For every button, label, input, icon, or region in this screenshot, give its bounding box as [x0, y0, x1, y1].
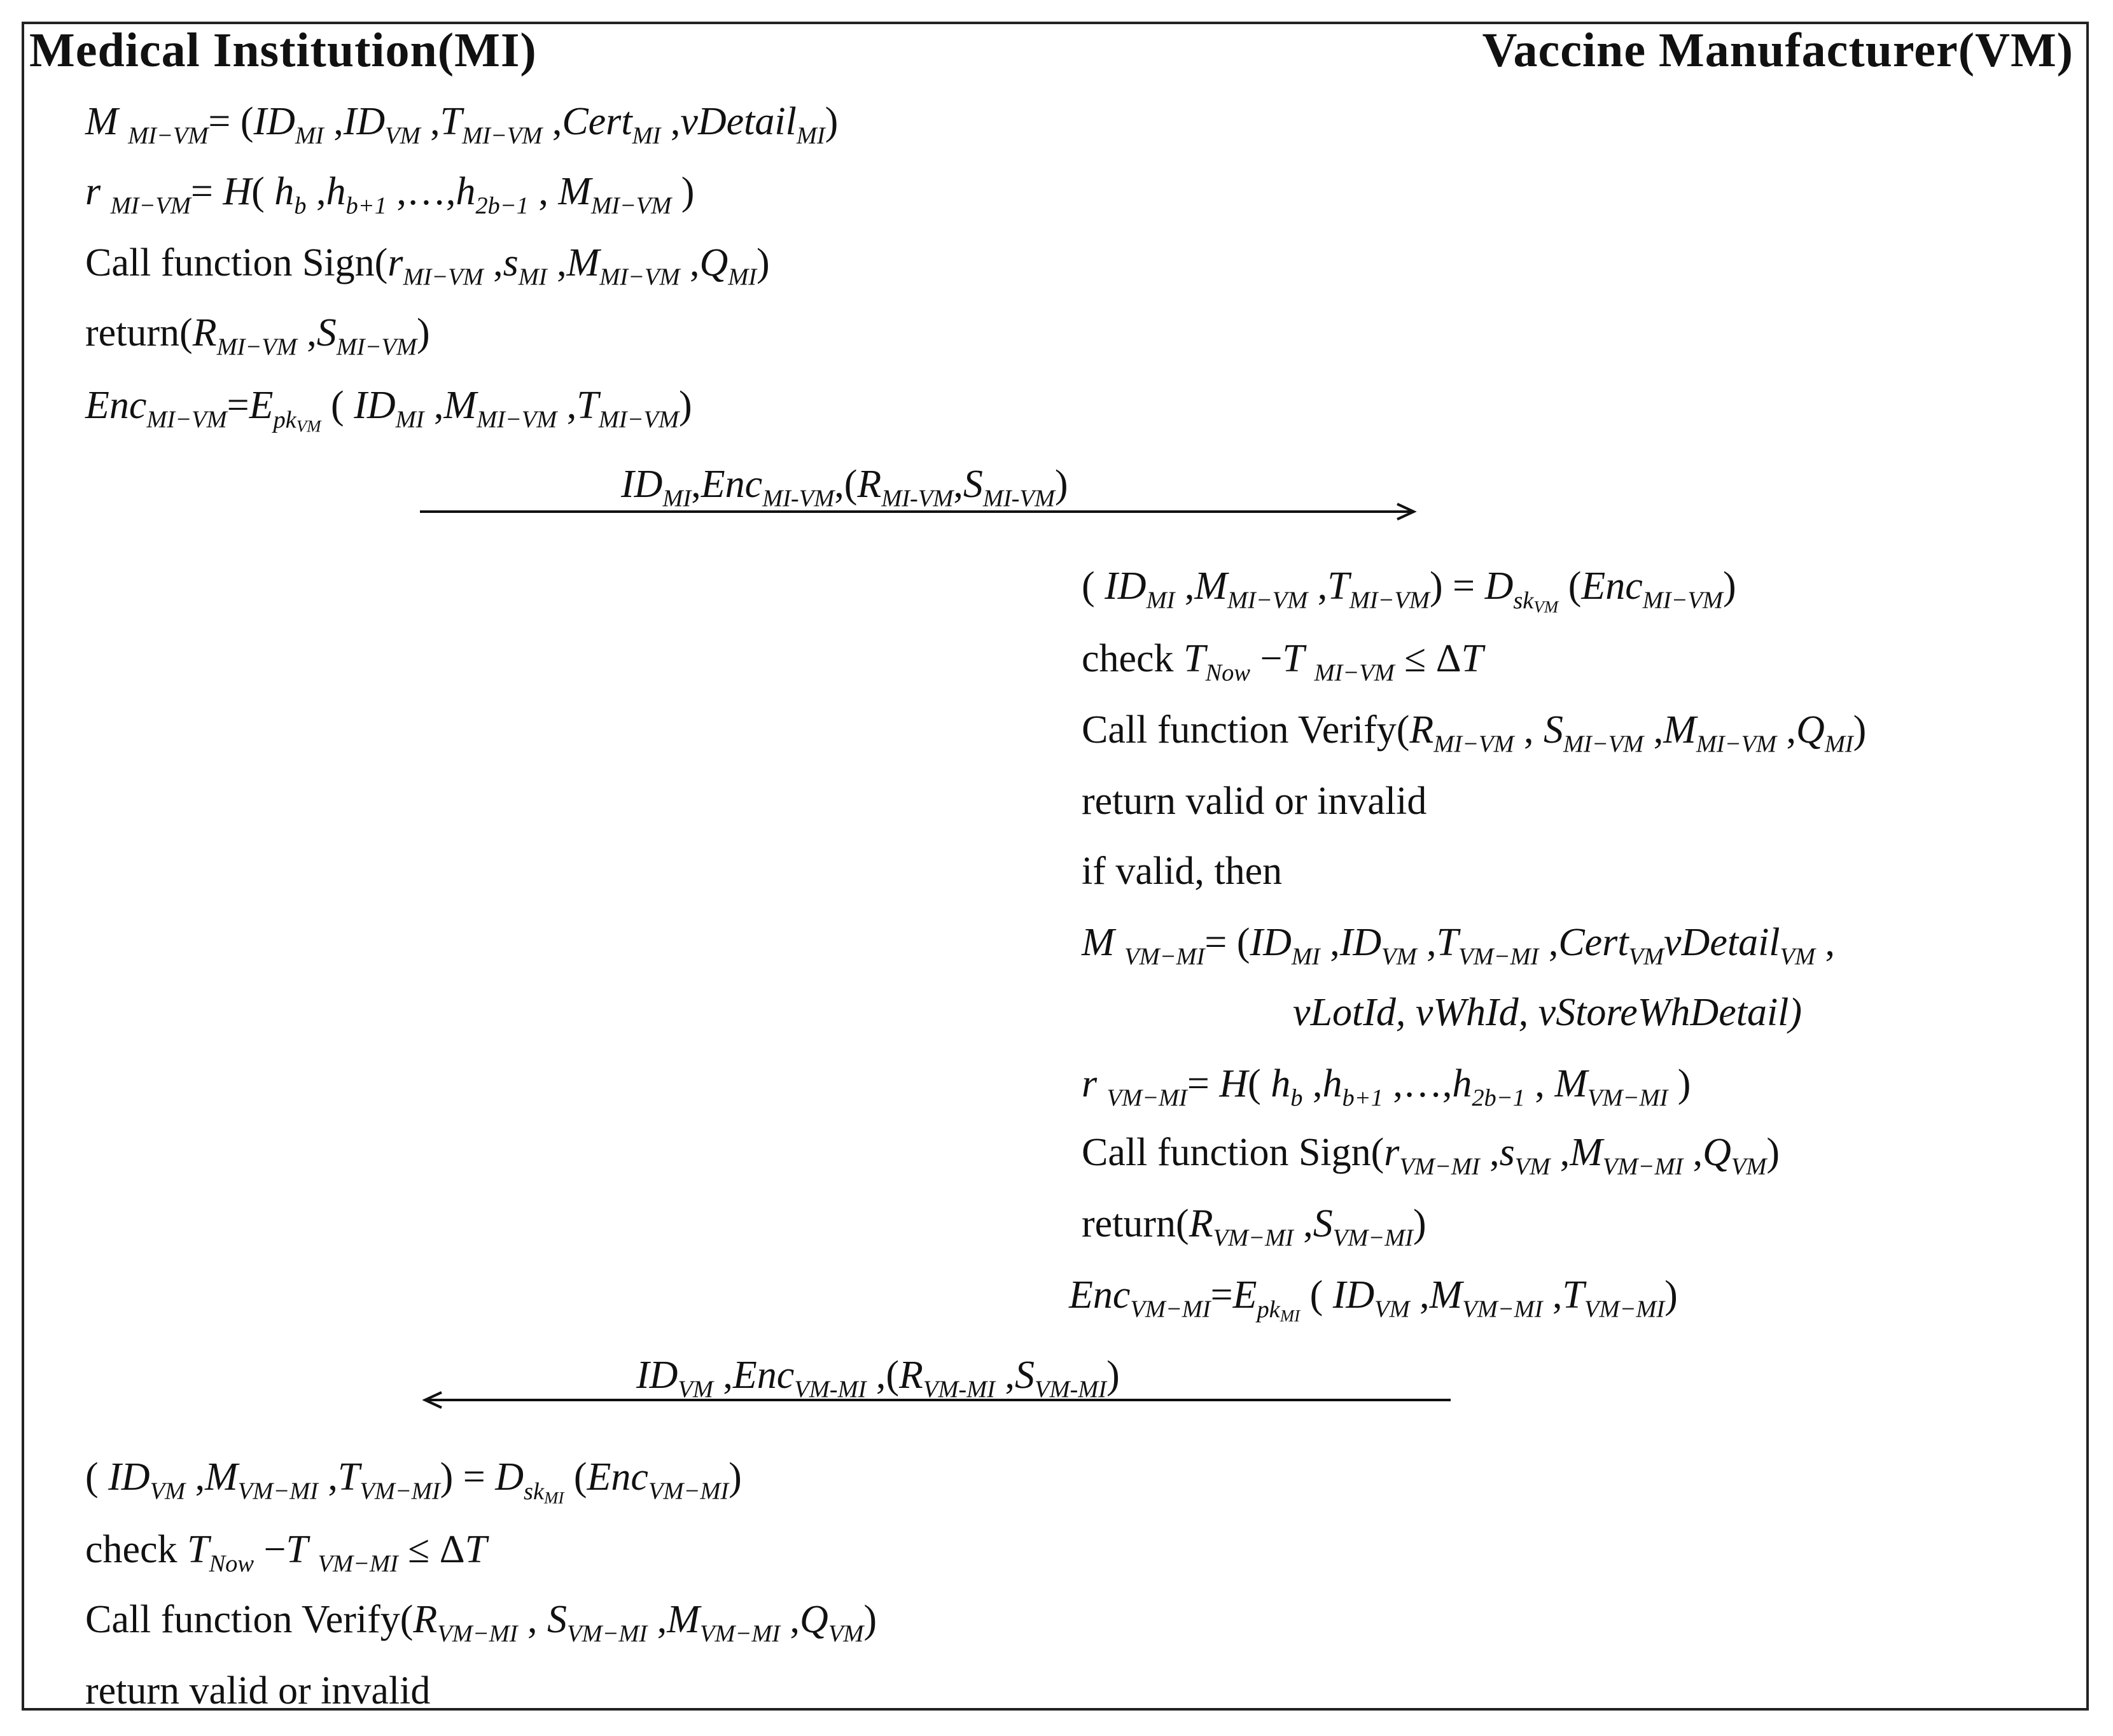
mi-return-label: return(: [85, 311, 193, 354]
msg2-id-sub: VM: [678, 1376, 713, 1403]
msg1-id: ID: [621, 463, 663, 506]
mi-step-return: $return(R_{MI-VM}$ $,S_{MI-VM}$): [85, 311, 430, 361]
vm-step-return-valid: return valid or invalid: [1082, 780, 1427, 823]
mi-step-verify: Call function $Verify(R_{VM-MI}$ , $S_{VM-MI}$ $,M_{VM-MI}$ $,Q_{VM}$): [85, 1598, 877, 1648]
vm-step-return: $return(R_{VM-MI}$ $,S_{VM-MI}$): [1082, 1202, 1426, 1252]
msg2-enc: Enc: [732, 1354, 795, 1397]
vm-sign-label: Call function Sign(: [1082, 1131, 1384, 1174]
message-2-label: $ID_{VM}$ ,Enc$_{VM-MI}$ $,(R_{VM-MI}$ $,S_{VM-MI}$): [636, 1354, 1120, 1403]
vm-step-verify: Call function $Verify(R_{MI-VM}$ , $S_{MI-VM}$ $,M_{MI-VM}$ $,Q_{MI}$): [1082, 708, 1867, 758]
vm-step-sign: Call function $Sign(r_{VM-MI}$ $,s_{VM}$ $,M_{VM-MI}$ $,Q_{VM}$): [1082, 1131, 1780, 1180]
msg1-id-sub: MI: [662, 485, 692, 512]
vm-step-hash: r $_{VM-MI}$= H( $h_b$ $,h_{b+1}$ $,\dots,h_{2b-1}$ , $M_{VM-MI}$ ): [1082, 1062, 1691, 1112]
mi-step-return-valid: return valid or invalid: [85, 1669, 431, 1712]
mi-verify-label: Call function Verify(: [85, 1598, 414, 1641]
msg1-r-sub: MI-VM: [881, 485, 954, 512]
message-1-label: $ID_{MI},Enc_{MI-VM},(R_{MI-VM},S_{MI-VM})$: [621, 463, 1068, 512]
mi-check-label: check: [85, 1528, 188, 1571]
vm-check-label: check: [1082, 637, 1184, 680]
vm-step-message-def: M $_{VM-MI}= (ID_{MI}$ $,ID_{VM}$ $,T_{VM-MI}$ ,Cert$_{VM}$vDetail$_{VM}$ ,: [1082, 921, 1836, 970]
msg1-s-sub: MI-VM: [982, 485, 1055, 512]
msg1-enc-sub: MI-VM: [762, 485, 835, 512]
msg2-s-sub: VM-MI: [1034, 1376, 1107, 1403]
msg2-r: R: [899, 1354, 923, 1397]
mi-step-sign: Call function $Sign(r_{MI-VM}$ $,s_{MI}$ $,M_{MI-VM}$ $,Q_{MI}$): [85, 241, 770, 291]
vm-return-label: return(: [1082, 1202, 1189, 1245]
vm-step-message-def-cont: vLotId, vWhId, vStoreWhDetail): [1293, 991, 1803, 1034]
vm-step-check-time: check $T_{Now} -T$ $_{MI-VM}$ ≤ ΔT: [1082, 637, 1484, 687]
msg1-s: S: [963, 463, 983, 506]
header-medical-institution: Medical Institution(MI): [29, 24, 537, 77]
mi-step-hash: r $_{MI-VM}$= H( $h_b$ $,h_{b+1}$ $,\dots,h_{2b-1}$ , $M_{MI-VM}$ ): [85, 170, 695, 220]
msg2-enc-sub: VM-MI: [794, 1376, 867, 1403]
vm-step-encrypt: $Enc_{VM-MI}=E_{pk_{MI}}$ ( $ID_{VM}$ $,M_{VM-MI}$ $,T_{VM-MI}$): [1069, 1273, 1678, 1326]
mi-step-check-time: check $T_{Now} -T$ $_{VM-MI}$ ≤ ΔT: [85, 1528, 487, 1578]
msg1-enc: Enc: [701, 463, 763, 506]
header-vaccine-manufacturer: Vaccine Manufacturer(VM): [1482, 24, 2074, 77]
vm-step-decrypt: ( $ID_{MI}$ $,M_{MI-VM}$ $,T_{MI-VM}) = D_{sk_{VM}}$ (Enc$_{MI-VM}$): [1082, 564, 1736, 617]
mi-step-message-def: M $_{MI-VM}= (ID_{MI}$ $,ID_{VM}$ $,T_{MI-VM}$ ,Cert$_{MI}$ ,vDetail$_{MI}$): [85, 100, 839, 150]
mi-step-decrypt: ( $ID_{VM}$ $,M_{VM-MI}$ $,T_{VM-MI}) = D_{sk_{MI}}$ (Enc$_{VM-MI}$): [85, 1455, 742, 1508]
msg2-r-sub: VM-MI: [923, 1376, 995, 1403]
msg2-s: S: [1014, 1354, 1035, 1397]
mi-sign-label: Call function Sign(: [85, 241, 388, 284]
vm-verify-label: Call function Verify(: [1082, 708, 1410, 752]
vm-step-if-valid: if valid, then: [1082, 850, 1283, 893]
msg2-id: ID: [636, 1354, 678, 1397]
mi-step-encrypt: $Enc_{MI-VM}=E_{pk_{VM}}$ ( $ID_{MI}$ $,M_{MI-VM}$ $,T_{MI-VM}$): [85, 384, 692, 436]
msg1-r: R: [857, 463, 882, 506]
